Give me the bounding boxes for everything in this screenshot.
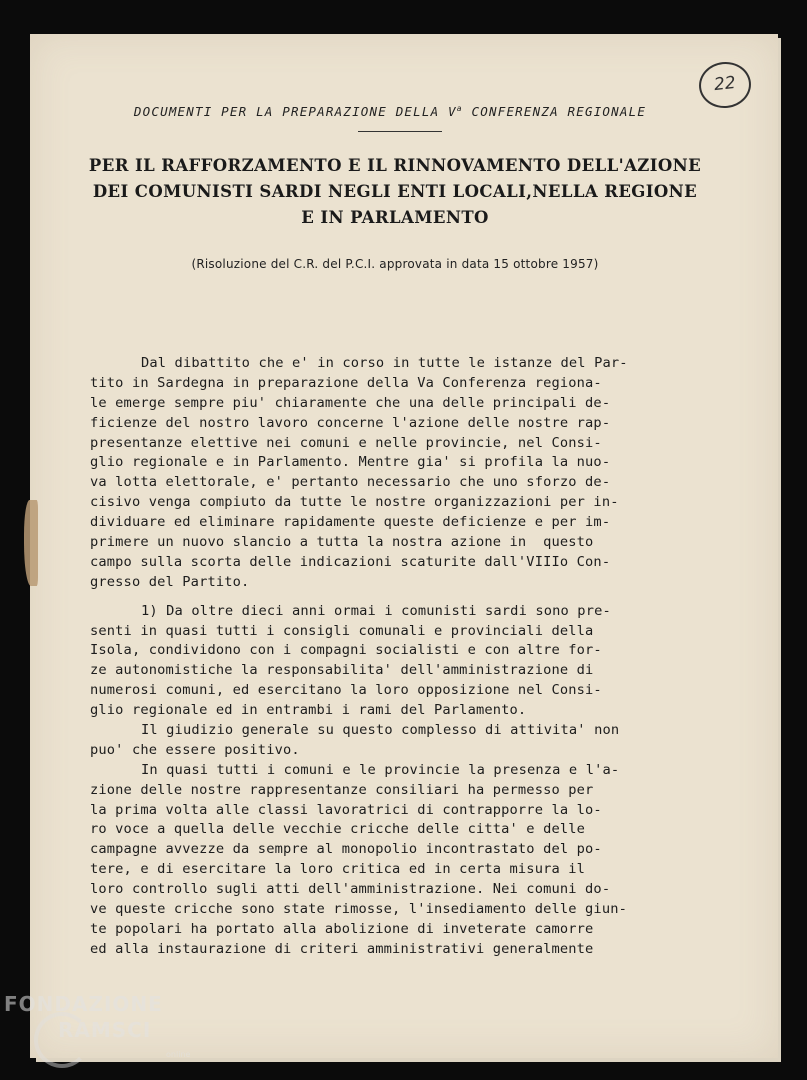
text-line: 1) Da oltre dieci anni ormai i comunisti sardi sono pre-: [141, 602, 611, 619]
paragraph-2: [90, 602, 700, 721]
text-line: Il giudizio generale su questo complesso di attivita' non: [141, 722, 620, 739]
text-line: campo sulla scorta delle indicazioni scaturite dall'VIIIo Con-: [90, 553, 611, 570]
text-line: ro voce a quella delle vecchie cricche delle citta' e delle: [90, 821, 586, 838]
text-line: Dal dibattito che e' in corso in tutte le istanze del Par-: [141, 355, 628, 371]
text-line: dividuare ed eliminare rapidamente queste deficienze e per im-: [90, 514, 611, 531]
text-line: glio regionale ed in entrambi i rami del Parlamento.: [90, 702, 527, 719]
text-line: loro controllo sugli atti dell'amministrazione. Nei comuni do-: [90, 881, 611, 898]
text-line: le emerge sempre piu' chiaramente che una delle principali de-: [90, 394, 611, 411]
text-line: tere, e di esercitare la loro critica ed in certa misura il: [90, 861, 586, 878]
text-line: gresso del Partito.: [90, 573, 250, 590]
text-line: presentanze elettive nei comuni e nelle provincie, nel Consi-: [90, 434, 602, 451]
watermark-line-1: FONDAZIONE: [4, 992, 163, 1016]
text-line: In quasi tutti i comuni e le provincie la presenza e l'a-: [141, 761, 620, 778]
title-line: E IN PARLAMENTO: [301, 208, 489, 227]
text-line: puo' che essere positivo.: [90, 741, 300, 758]
paragraph-3: [90, 721, 700, 761]
text-line: primere un nuovo slancio a tutta la nostra azione in questo: [90, 534, 594, 551]
title-line: DEI COMUNISTI SARDI NEGLI ENTI LOCALI,NELLA REGIONE: [92, 182, 698, 201]
document-subtitle: (Risoluzione del C.R. del P.C.I. approvata in data 15 ottobre 1957): [191, 257, 599, 271]
text-line: va lotta elettorale, e' pertanto necessario che uno sforzo de-: [90, 474, 611, 491]
text-line: ve queste cricche sono state rimosse, l'insediamento delle giun-: [90, 901, 627, 918]
text-line: Isola, condividono con i compagni socialisti e con altre for-: [90, 642, 602, 659]
watermark-online: online: [166, 1050, 191, 1059]
text-line: ze autonomistiche la responsabilita' dell'amministrazione di: [90, 662, 594, 679]
archive-number-stamp: 22: [697, 59, 754, 110]
text-line: numerosi comuni, ed esercitano la loro opposizione nel Consi-: [90, 682, 602, 699]
text-line: cisivo venga compiuto da tutte le nostre organizzazioni per in-: [90, 494, 619, 511]
fondazione-gramsci-watermark: [4, 992, 224, 1072]
text-line: la prima volta alle classi lavoratrici di contrapporre la lo-: [90, 801, 602, 818]
watermark-line-2: RAMSCI: [58, 1018, 152, 1042]
torn-edge: [24, 500, 38, 586]
paragraph-1: [90, 354, 700, 593]
text-line: glio regionale e in Parlamento. Mentre gia' si profila la nuo-: [90, 454, 611, 471]
paragraph-4: [90, 761, 700, 960]
text-line: zione delle nostre rappresentanze consiliari ha permesso per: [90, 781, 594, 798]
document-body: [90, 354, 700, 960]
text-line: ed alla instaurazione di criteri amministrativi generalmente: [90, 940, 594, 957]
series-heading: DOCUMENTI PER LA PREPARAZIONE DELLA $V^a$ CONFERENZA REGIONALE: [133, 104, 647, 120]
text-line: campagne avvezze da sempre al monopolio incontrastato del po-: [90, 841, 602, 858]
paragraph-gap: [90, 593, 700, 602]
text-line: tito in Sardegna in preparazione della Va Conferenza regiona-: [90, 374, 602, 391]
text-line: senti in quasi tutti i consigli comunali e provinciali della: [90, 622, 594, 639]
document-title: [75, 153, 715, 231]
text-line: ficienze del nostro lavoro concerne l'azione delle nostre rap-: [90, 414, 611, 431]
text-line: te popolari ha portato alla abolizione di inveterate camorre: [90, 920, 594, 937]
title-line: PER IL RAFFORZAMENTO E IL RINNOVAMENTO DELL'AZIONE: [88, 156, 702, 175]
heading-divider: [358, 131, 442, 132]
